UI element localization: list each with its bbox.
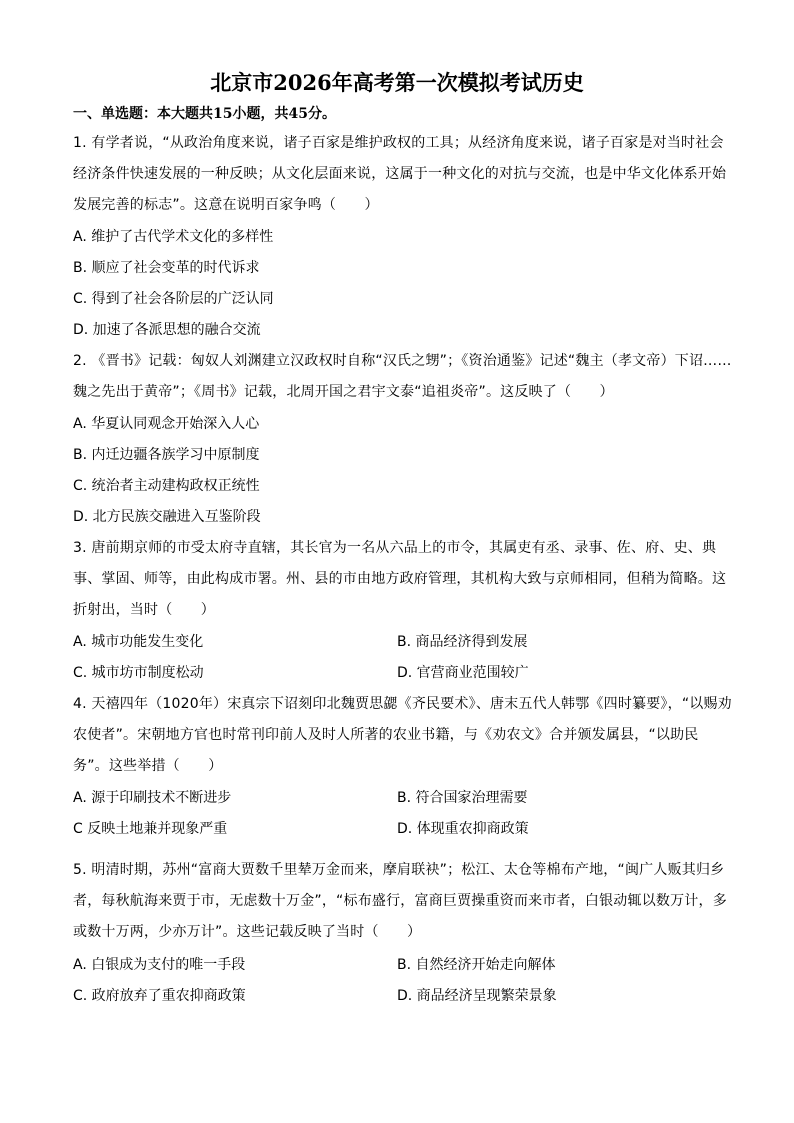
question-3-option-d: D. 官营商业范围较广	[397, 665, 529, 681]
question-2-stem: 2. 《晋书》记载：匈奴人刘渊建立汉政权时自称“汉氏之甥”；《资治通鉴》记述“魏主（孝文帝）下诏……魏之先出于黄帝”；《周书》记载，北周开国之君宇文泰“追祖炎帝”。这反映了（ ）	[73, 353, 732, 400]
question-1-option-d: D. 加速了各派思想的融合交流	[73, 322, 261, 338]
question-5-stem: 5. 明清时期，苏州“富商大贾数千里辇万金而来，摩肩联袂”；松江、太仓等棉布产地，“闽广人贩其归乡者，每秋航海来贾于市，无虑数十万金”，“标布盛行，富商巨贾操重资而来市者，白银动辄以数万计，多或数十万两，少亦万计”。这些记载反映了当时（ ）	[73, 862, 727, 940]
question-1-stem: 1. 有学者说，“从政治角度来说，诸子百家是维护政权的工具；从经济角度来说，诸子百家是对当时社会经济条件快速发展的一种反映；从文化层面来说，这属于一种文化的对抗与交流，也是中华文化体系开始发展完善的标志”。这意在说明百家争鸣（ ）	[73, 135, 727, 213]
question-4-option-c: C 反映土地兼并现象严重	[73, 821, 228, 837]
question-3-option-a: A. 城市功能发生变化	[73, 634, 204, 650]
section-heading: 一、单选题：本大题共15小题，共45分。	[73, 106, 336, 122]
question-2-option-a: A. 华夏认同观念开始深入人心	[73, 416, 260, 432]
question-4-stem: 4. 天禧四年（1020年）宋真宗下诏刻印北魏贾思勰《齐民要术》、唐末五代人韩鄂《四时纂要》，“以赐劝农使者”。宋朝地方官也时常刊印前人及时人所著的农业书籍，与《劝农文》合并颁发属县，“以助民务”。这些举措（ ）	[73, 696, 732, 774]
question-1-option-a: A. 维护了古代学术文化的多样性	[73, 229, 274, 245]
question-3-option-c: C. 城市坊市制度松动	[73, 665, 204, 681]
question-1-option-b: B. 顺应了社会变革的时代诉求	[73, 260, 260, 276]
question-5-option-a: A. 白银成为支付的唯一手段	[73, 957, 246, 973]
question-4-option-d: D. 体现重农抑商政策	[397, 821, 529, 837]
question-2-option-c: C. 统治者主动建构政权正统性	[73, 478, 260, 494]
question-3-stem: 3. 唐前期京师的市受太府寺直辖，其长官为一名从六品上的市令，其属吏有丞、录事、佐、府、史、典事、掌固、师等，由此构成市署。州、县的市由地方政府管理，其机构大致与京师相同，但稍为简略。这折射出，当时（ ）	[73, 540, 727, 618]
question-5-option-b: B. 自然经济开始走向解体	[397, 957, 556, 973]
page-title: 北京市2026年高考第一次模拟考试历史	[210, 70, 584, 95]
question-1-option-c: C. 得到了社会各阶层的广泛认同	[73, 291, 274, 307]
question-2-option-d: D. 北方民族交融进入互鉴阶段	[73, 509, 261, 525]
question-5-option-c: C. 政府放弃了重农抑商政策	[73, 988, 246, 1004]
question-4-option-b: B. 符合国家治理需要	[397, 790, 528, 806]
question-2-option-b: B. 内迁边疆各族学习中原制度	[73, 447, 260, 463]
question-4-option-a: A. 源于印刷技术不断进步	[73, 790, 232, 806]
question-5-option-d: D. 商品经济呈现繁荣景象	[397, 988, 557, 1004]
question-3-option-b: B. 商品经济得到发展	[397, 634, 528, 650]
